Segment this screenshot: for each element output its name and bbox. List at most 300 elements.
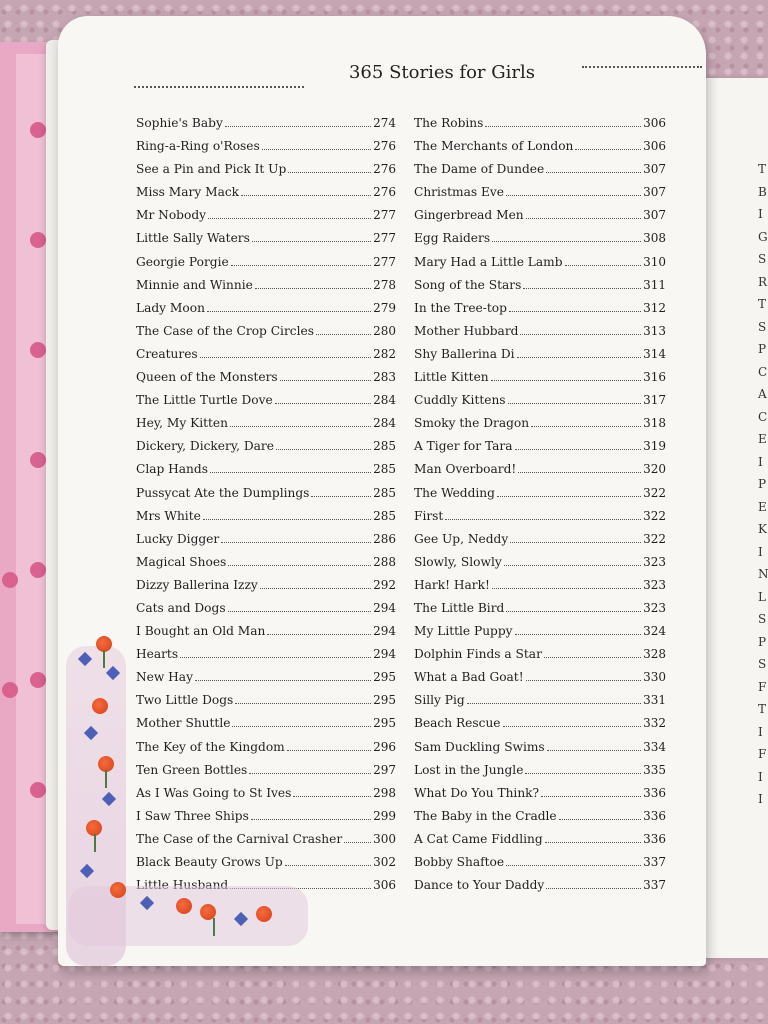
dot-leader: [545, 832, 641, 843]
page-header: [134, 62, 694, 102]
dot-leader: [544, 647, 641, 658]
story-title: Clap Hands: [136, 462, 208, 477]
stem: [105, 770, 107, 788]
next-page-initial: E: [758, 499, 767, 514]
dot-leader: [546, 162, 641, 173]
rose-icon: [92, 698, 108, 714]
contents-entry: [414, 278, 666, 301]
dot-leader: [207, 301, 371, 312]
dot-leader: [497, 486, 641, 497]
contents-entry: [414, 878, 666, 901]
watercolor-wash: [68, 886, 308, 946]
dot-leader: [506, 601, 641, 612]
next-page-initial: C: [758, 364, 768, 379]
page-number: 302: [373, 855, 396, 869]
cover-dot: [30, 562, 46, 578]
page-number: 286: [373, 531, 396, 546]
page-number: 324: [643, 624, 666, 639]
dot-leader: [316, 324, 371, 335]
page-number: 336: [643, 785, 666, 800]
dot-leader: [228, 555, 371, 566]
page-number: 285: [373, 462, 396, 477]
next-page-initial: G: [758, 229, 768, 244]
story-title: Little Sally Waters: [136, 231, 250, 246]
cover-dot: [30, 122, 46, 138]
cover-dot: [30, 452, 46, 468]
story-title: Song of the Stars: [414, 277, 522, 292]
page-number: 276: [373, 185, 396, 200]
story-title: Mary Had a Little Lamb: [414, 254, 563, 269]
story-title: Miss Mary Mack: [136, 185, 240, 200]
dot-leader: [515, 624, 642, 635]
dot-leader: [541, 786, 641, 797]
page-number: 276: [373, 139, 396, 154]
contents-entry: [414, 185, 666, 208]
page-number: 276: [373, 162, 396, 177]
story-title: A Cat Came Fiddling: [414, 831, 543, 846]
story-title: Bobby Shaftoe: [414, 855, 505, 869]
story-title: In the Tree-top: [414, 300, 507, 315]
story-title: See a Pin and Pick It Up: [136, 162, 287, 177]
contents-entry: [414, 139, 666, 162]
dot-leader: [503, 716, 642, 727]
page-number: 297: [373, 762, 396, 777]
rose-icon: [110, 882, 126, 898]
story-title: A Tiger for Tara: [414, 439, 513, 454]
dot-leader: [267, 624, 371, 635]
next-page-initial: P: [758, 342, 767, 356]
contents-entry: [414, 162, 666, 185]
next-page-initial: I: [758, 544, 763, 559]
story-title: Smoky the Dragon: [414, 416, 530, 431]
page-number: 307: [643, 185, 666, 200]
page-number: 323: [643, 554, 666, 569]
story-title: The Key of the Kingdom: [136, 739, 285, 754]
story-title: Two Little Dogs: [136, 693, 234, 708]
dot-leader: [492, 231, 641, 242]
dot-leader: [526, 208, 641, 219]
dot-leader: [515, 439, 642, 450]
story-title: Hey, My Kitten: [136, 416, 228, 431]
page-number: 316: [643, 370, 666, 385]
contents-entry: [136, 301, 396, 324]
dot-leader: [565, 255, 642, 266]
dot-leader: [485, 116, 641, 127]
page-number: 320: [643, 462, 666, 477]
story-title: Minnie and Winnie: [136, 277, 253, 292]
contents-entry: [414, 601, 666, 624]
dot-leader: [546, 878, 641, 889]
dot-leader: [280, 370, 371, 381]
story-title: Shy Ballerina Di: [414, 346, 515, 361]
contents-entry: [414, 740, 666, 763]
page-number: 294: [373, 600, 396, 615]
next-page-initial: T: [758, 297, 767, 311]
story-title: I Bought an Old Man: [136, 624, 266, 639]
contents-entry: [414, 301, 666, 324]
story-title: Lost in the Jungle: [414, 762, 524, 777]
cover-dot: [30, 672, 46, 688]
next-page-initial: L: [758, 589, 766, 604]
next-page-initial: I: [758, 207, 763, 221]
story-title: Dolphin Finds a Star: [414, 647, 542, 662]
dot-leader: [523, 278, 641, 289]
page-number: 294: [373, 624, 396, 639]
dot-leader: [510, 532, 641, 543]
dot-leader: [276, 439, 371, 450]
page-number: 279: [373, 300, 396, 315]
story-title: The Case of the Crop Circles: [136, 323, 314, 338]
page-number: 311: [643, 277, 666, 292]
story-title: Dance to Your Daddy: [414, 878, 545, 893]
page-number: 278: [373, 277, 396, 292]
page-number: 306: [643, 139, 666, 154]
page-number: 331: [643, 693, 666, 708]
story-title: Slowly, Slowly: [414, 554, 502, 569]
story-title: Hearts: [136, 647, 179, 662]
contents-entry: [414, 855, 666, 878]
next-page-initial: I: [758, 454, 763, 469]
page-number: 288: [373, 554, 396, 569]
story-title: Mother Shuttle: [136, 716, 231, 731]
page-number: 328: [643, 647, 666, 662]
page-number: 314: [643, 346, 666, 361]
page-number: 313: [643, 323, 666, 338]
story-title: Dizzy Ballerina Izzy: [136, 577, 258, 592]
dot-leader: [518, 462, 641, 473]
story-title: Mother Hubbard: [414, 323, 519, 338]
story-title: Dickery, Dickery, Dare: [136, 439, 274, 454]
page-number: 282: [373, 346, 396, 361]
story-title: Lucky Digger: [136, 531, 220, 546]
next-page-initial: S: [758, 612, 767, 626]
story-title: First: [414, 508, 444, 523]
story-title: The Robins: [414, 116, 484, 130]
page-number: 322: [643, 531, 666, 546]
dot-leader: [230, 416, 371, 427]
contents-entry: [136, 347, 396, 370]
contents-entry: [136, 139, 396, 162]
page-number: 310: [643, 254, 666, 269]
contents-page: [58, 16, 706, 966]
next-page-initial: S: [758, 319, 767, 334]
book-title: 365 Stories for Girls: [348, 62, 535, 83]
contents-entry: [414, 370, 666, 393]
dot-leader: [492, 578, 641, 589]
dot-leader: [262, 139, 371, 150]
contents-entry: [414, 532, 666, 555]
contents-entry: [136, 393, 396, 416]
contents-entry: [414, 439, 666, 462]
contents-entry: [136, 416, 396, 439]
dot-leader: [506, 185, 641, 196]
contents-entry: [136, 324, 396, 347]
page-number: 319: [643, 439, 666, 454]
next-page-initial: S: [758, 252, 767, 266]
page-number: 334: [643, 739, 666, 754]
story-title: The Case of the Carnival Crasher: [136, 831, 343, 846]
story-title: Gee Up, Neddy: [414, 531, 509, 546]
story-title: What Do You Think?: [414, 785, 540, 800]
page-number: 296: [373, 739, 396, 754]
next-page-initial: A: [758, 387, 767, 401]
cover-dot: [2, 682, 18, 698]
page-number: 336: [643, 831, 666, 846]
page-number: 336: [643, 808, 666, 823]
contents-entry: [136, 116, 396, 139]
story-title: Little Kitten: [414, 370, 489, 385]
dot-leader: [241, 185, 371, 196]
dot-leader: [228, 601, 372, 612]
contents-entry: [414, 647, 666, 670]
next-page-initial: B: [758, 184, 767, 199]
dot-leader: [547, 740, 641, 751]
dot-leader: [575, 139, 641, 150]
story-title: Georgie Porgie: [136, 254, 229, 269]
dot-leader: [210, 462, 371, 473]
page-number: 294: [373, 647, 396, 662]
contents-entry: [414, 509, 666, 532]
contents-column-right: [414, 116, 666, 901]
contents-entry: [414, 116, 666, 139]
story-title: Creatures: [136, 346, 198, 361]
story-title: Silly Pig: [414, 693, 465, 708]
story-title: The Baby in the Cradle: [414, 808, 557, 823]
story-title: Beach Rescue: [414, 716, 501, 731]
contents-entry: [414, 462, 666, 485]
story-title: The Wedding: [414, 485, 495, 500]
rose-icon: [176, 898, 192, 914]
page-number: 317: [643, 393, 666, 408]
contents-entry: [414, 578, 666, 601]
dot-leader: [221, 532, 371, 543]
contents-entry: [414, 693, 666, 716]
contents-entry: [136, 439, 396, 462]
dot-leader: [225, 116, 371, 127]
story-title: New Hay: [136, 670, 193, 685]
next-page-initial: E: [758, 432, 767, 446]
contents-entry: [414, 347, 666, 370]
next-page-initial: T: [758, 702, 767, 716]
dot-leader: [255, 278, 371, 289]
contents-entry: [136, 486, 396, 509]
story-title: What a Bad Goat!: [414, 670, 524, 685]
dot-leader: [200, 347, 371, 358]
contents-entry: [414, 231, 666, 254]
page-number: 332: [643, 716, 666, 731]
story-title: Sam Duckling Swims: [414, 739, 545, 754]
page-number: 308: [643, 231, 666, 246]
next-page-initial: S: [758, 657, 767, 671]
dot-leader: [231, 255, 371, 266]
stem: [103, 650, 105, 668]
story-title: My Little Puppy: [414, 624, 513, 639]
page-number: 295: [373, 693, 396, 708]
contents-entry: [136, 509, 396, 532]
next-page-initial: P: [758, 477, 767, 491]
page-number: 277: [373, 208, 396, 223]
story-title: As I Was Going to St Ives: [136, 785, 292, 800]
dot-leader: [506, 855, 641, 866]
next-page-initial: R: [758, 274, 768, 289]
story-title: Christmas Eve: [414, 185, 504, 200]
rose-icon: [256, 906, 272, 922]
story-title: Mr Nobody: [136, 208, 207, 223]
contents-entry: [136, 278, 396, 301]
dot-leader: [559, 809, 641, 820]
page-number: 283: [373, 370, 396, 385]
dot-leader: [275, 393, 371, 404]
contents-entry: [414, 670, 666, 693]
page-number: 306: [643, 116, 666, 130]
page-number: 285: [373, 439, 396, 454]
contents-entry: [414, 416, 666, 439]
story-title: Gingerbread Men: [414, 208, 524, 223]
page-number: 285: [373, 485, 396, 500]
contents-entry: [414, 255, 666, 278]
page-number: 337: [643, 878, 666, 893]
story-title: Ring-a-Ring o'Roses: [136, 139, 260, 154]
story-title: The Merchants of London: [414, 139, 574, 154]
next-page-initial: K: [758, 522, 767, 536]
contents-entry: [136, 601, 396, 624]
stem: [94, 834, 96, 852]
header-dotted-rule: [582, 66, 702, 68]
story-title: The Dame of Dundee: [414, 162, 545, 177]
contents-entry: [414, 624, 666, 647]
stem: [213, 918, 215, 936]
page-number: 323: [643, 600, 666, 615]
page-number: 323: [643, 577, 666, 592]
contents-entry: [414, 786, 666, 809]
contents-entry: [136, 578, 396, 601]
contents-entry: [414, 324, 666, 347]
dot-leader: [491, 370, 641, 381]
dot-leader: [252, 231, 371, 242]
contents-entry: [414, 393, 666, 416]
story-title: Cuddly Kittens: [414, 393, 506, 408]
page-number: 306: [373, 878, 396, 893]
next-page-initial: P: [758, 634, 767, 649]
story-title: I Saw Three Ships: [136, 808, 249, 823]
dot-leader: [525, 763, 641, 774]
contents-entry: [136, 255, 396, 278]
cover-dot: [30, 232, 46, 248]
page-number: 322: [643, 485, 666, 500]
story-title: Queen of the Monsters: [136, 370, 278, 385]
story-title: Magical Shoes: [136, 554, 227, 569]
page-number: 299: [373, 808, 396, 823]
page-number: 284: [373, 393, 396, 408]
next-page-initial: F: [758, 747, 767, 761]
dot-leader: [208, 208, 371, 219]
contents-entry: [136, 185, 396, 208]
story-title: Cats and Dogs: [136, 600, 226, 615]
story-title: Sophie's Baby: [136, 116, 223, 130]
story-title: Lady Moon: [136, 300, 205, 315]
page-number: 322: [643, 508, 666, 523]
page-number: 280: [373, 323, 396, 338]
next-page-initial: C: [758, 409, 768, 424]
page-number: 284: [373, 416, 396, 431]
next-page-initial: I: [758, 769, 763, 784]
next-page-initial: I: [758, 792, 763, 806]
contents-entry: [414, 832, 666, 855]
page-number: 295: [373, 716, 396, 731]
dot-leader: [508, 393, 642, 404]
dot-leader: [509, 301, 641, 312]
dot-leader: [531, 416, 641, 427]
story-title: The Little Turtle Dove: [136, 393, 273, 408]
contents-entry: [414, 555, 666, 578]
story-title: Pussycat Ate the Dumplings: [136, 485, 310, 500]
page-number: 335: [643, 762, 666, 777]
page-number: 307: [643, 162, 666, 177]
contents-entry: [136, 555, 396, 578]
contents-entry: [136, 208, 396, 231]
story-title: Egg Raiders: [414, 231, 491, 246]
story-title: Black Beauty Grows Up: [136, 855, 283, 869]
contents-entry: [136, 162, 396, 185]
dot-leader: [288, 162, 371, 173]
cover-dot: [30, 782, 46, 798]
page-number: 312: [643, 300, 666, 315]
dot-leader: [526, 670, 642, 681]
next-page-initial: T: [758, 162, 767, 176]
contents-entry: [136, 532, 396, 555]
page-number: 298: [373, 785, 396, 800]
contents-entry: [414, 716, 666, 739]
page-number: 330: [643, 670, 666, 685]
story-title: The Little Bird: [414, 600, 505, 615]
contents-entry: [414, 486, 666, 509]
contents-entry: [136, 462, 396, 485]
dot-leader: [203, 509, 371, 520]
dot-leader: [520, 324, 641, 335]
story-title: Ten Green Bottles: [136, 762, 248, 777]
page-number: 277: [373, 254, 396, 269]
page-number: 277: [373, 231, 396, 246]
page-number: 292: [373, 577, 396, 592]
dot-leader: [260, 578, 371, 589]
page-number: 318: [643, 416, 666, 431]
flower-border-illustration: [58, 636, 358, 966]
page-number: 295: [373, 670, 396, 685]
page-number: 307: [643, 208, 666, 223]
contents-entry: [414, 763, 666, 786]
contents-entry: [136, 370, 396, 393]
dot-leader: [504, 555, 641, 566]
dot-leader: [517, 347, 642, 358]
page-number: 300: [373, 831, 396, 846]
header-dotted-rule: [134, 86, 304, 88]
next-page-initial: N: [758, 567, 768, 581]
contents-entry: [414, 809, 666, 832]
dot-leader: [311, 486, 371, 497]
cover-dot: [2, 572, 18, 588]
cover-dot: [30, 342, 46, 358]
contents-entry: [414, 208, 666, 231]
dot-leader: [467, 693, 641, 704]
story-title: Man Overboard!: [414, 462, 517, 477]
next-page-initial: F: [758, 679, 767, 694]
story-title: Mrs White: [136, 508, 201, 523]
contents-entry: [136, 231, 396, 254]
page-number: 337: [643, 855, 666, 869]
next-page-initial: I: [758, 724, 763, 739]
story-title: Hark! Hark!: [414, 577, 490, 592]
page-number: 274: [373, 116, 396, 130]
